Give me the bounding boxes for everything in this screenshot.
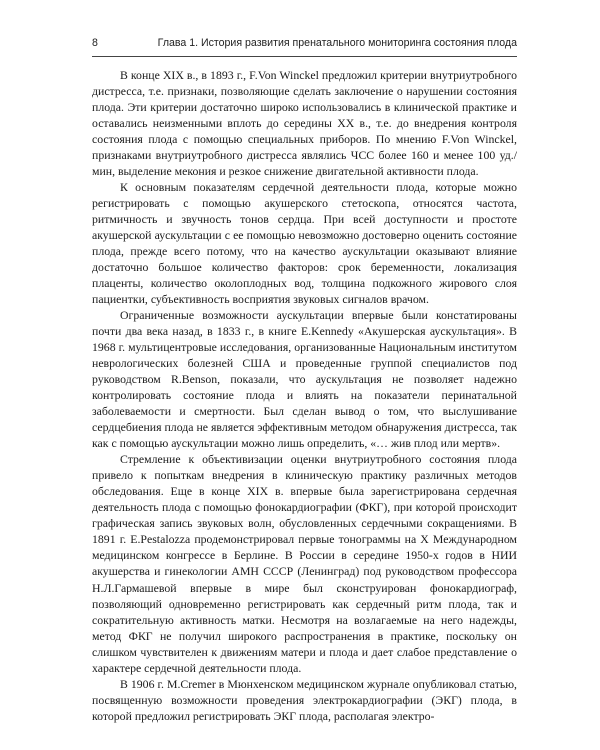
paragraph-3: Ограниченные возможности аускультации впервые были констатированы почти два века назад, в 1833 г., в книге E.Kennedy «Акушерская аускультация». В 1968 г. мультицентровые исследования, организованные Национальным институтом неврологических болезней США и проведенные группой специалистов под руководством R.Benson, показали, что аускультация не позволяет надежно контролировать состояние плода и влиять на показатели перинатальной заболеваемости и смертности. Был сделан вывод о том, что выслушивание сердцебиения плода не является эффективным методом обнаружения дистресса, так как с помощью аускультации можно лишь определить, «… жив плод или мертв». — [92, 308, 517, 451]
paragraph-5: В 1906 г. M.Cremer в Мюнхенском медицинском журнале опубликовал статью, посвященную возможности проведения электрокардиографии (ЭКГ) плода, в которой предложил регистрировать ЭКГ плода, располагая электро- — [92, 676, 517, 723]
paragraph-4: Стремление к объективизации оценки внутриутробного состояния плода привело к попыткам внедрения в клиническую практику различных методов обследования. Еще в конце XIX в. впервые была зарегистрирована сердечная деятельность плода с помощью фонокардиографии (ФКГ), при которой происходит графическая запись звуковых волн, обусловленных сердечными сокращениями. В 1891 г. E.Pestalozza продемонстрировал первые тонограммы на X Международном медицинском конгрессе в Берлине. В России в середине 1950-х годов в НИИ акушерства и гинекологии АМН СССР (Ленинград) под руководством профессора Н.Л.Гармашевой впервые в мире был сконструирован фонокардиограф, позволяющий одновременно регистрировать как сердечный ритм плода, так и сократительную активность матки. Несмотря на возлагаемые на него надежды, метод ФКГ не получил широкого распространения в практике, поскольку он слишком чувствителен к движениям матери и плода и дает слабое представление о характере сердечной деятельности плода. — [92, 452, 517, 675]
paragraph-2: К основным показателям сердечной деятельности плода, которые можно регистрировать с помощью акушерского стетоскопа, относятся частота, ритмичность и звучность тонов сердца. При всей доступности и простоте акушерской аускультации с ее помощью невозможно достоверно оценить состояние плода, прежде всего потому, что на качество аускультации оказывают влияние достаточно большое количество факторов: срок беременности, локализация плаценты, количество околоплодных вод, толщина подкожного жирового слоя пациентки, субъективность восприятия звуковых сигналов врачом. — [92, 180, 517, 307]
page-number: 8 — [92, 37, 98, 49]
page-header — [92, 37, 517, 57]
body-text — [92, 67, 517, 724]
header-rule — [92, 56, 517, 57]
paragraph-1: В конце XIX в., в 1893 г., F.Von Winckel предложил критерии внутриутробного дистресса, т.е. признаки, позволяющие сделать заключение о нарушении состояния плода. Эти критерии достаточно широко использовались в клинической практике и оставались неизменными вплоть до середины XX в., т.е. до внедрения контроля состояния плода с помощью специальных приборов. По мнению F.Von Winckel, признаками внутриутробного дистресса являлись ЧСС более 160 и менее 100 уд./мин, выделение мекония и резкое снижение двигательной активности плода. — [92, 68, 517, 179]
running-head: Глава 1. История развития пренатального мониторинга состояния плода — [157, 37, 517, 49]
